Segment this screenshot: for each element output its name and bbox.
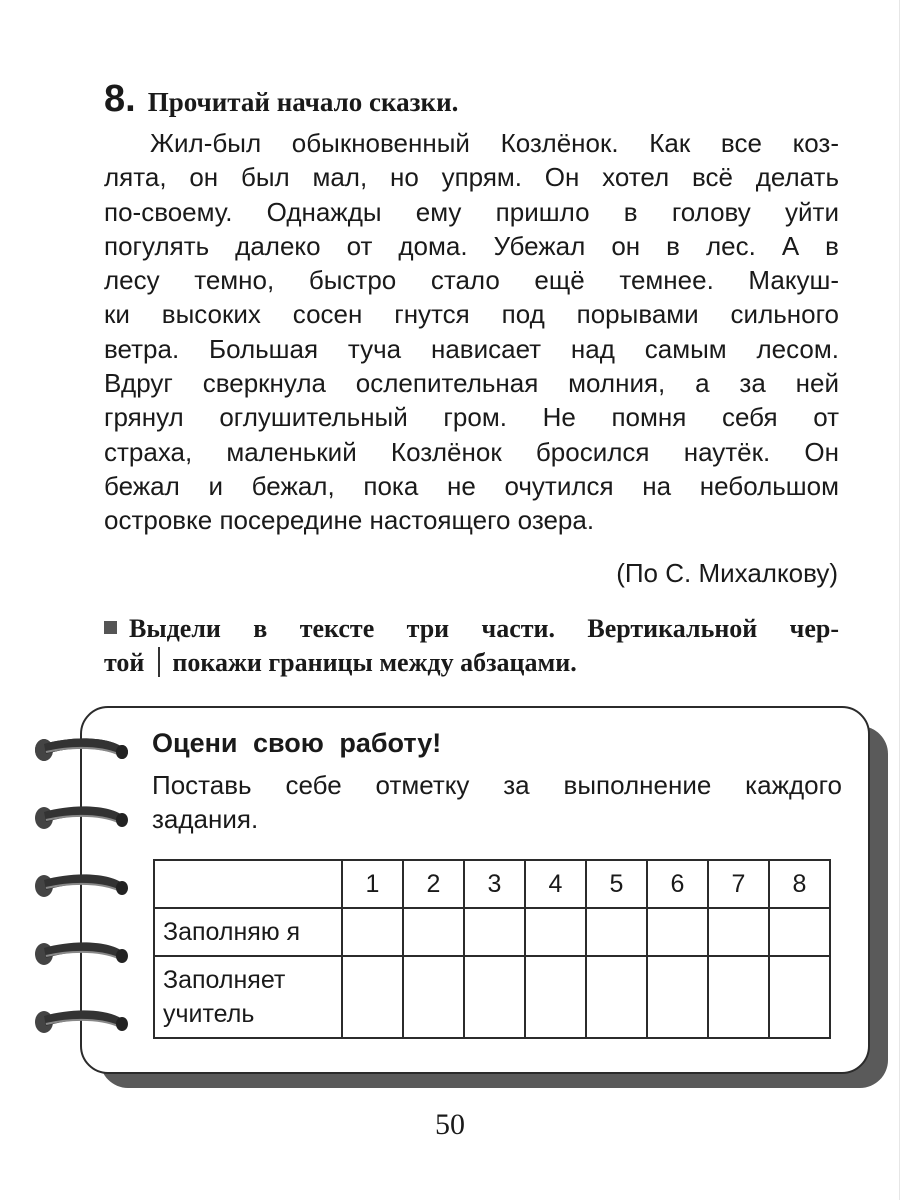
grade-cell[interactable]	[464, 956, 525, 1038]
story-line: страха, маленький Козлёнок бросился наутёк. Он	[104, 436, 839, 467]
grade-cell[interactable]	[342, 908, 403, 956]
story-line: погулять далеко от дома. Убежал он в лес. А в	[104, 230, 839, 261]
story-line: ветра. Большая туча нависает над самым лесом.	[104, 333, 839, 364]
table-corner-cell	[154, 860, 342, 908]
story-line: ки высоких сосен гнутся под порывами сильного	[104, 299, 839, 330]
row-label-teacher-line: учитель	[163, 1000, 255, 1028]
grade-cell[interactable]	[708, 908, 769, 956]
story-line: островке посередине настоящего озера.	[104, 505, 595, 536]
grade-cell[interactable]	[769, 956, 830, 1038]
grade-cell[interactable]	[586, 956, 647, 1038]
table-row-teacher	[154, 956, 830, 1038]
column-header: 3	[464, 860, 525, 908]
grade-cell[interactable]	[525, 956, 586, 1038]
table-header-row	[154, 860, 830, 908]
column-header: 7	[708, 860, 769, 908]
story-line: лесу темно, быстро стало ещё темнее. Макуш-	[104, 265, 839, 296]
instruction-line	[104, 612, 839, 646]
task-title: Прочитай начало сказки.	[147, 87, 459, 117]
story-text	[104, 126, 839, 538]
instruction-line-1: Выдели в тексте три части. Вертикальной чер-	[129, 614, 839, 643]
self-check-title: Оцени свою работу!	[152, 728, 442, 758]
instruction-line-2-after: покажи границы между абзацами.	[172, 648, 577, 677]
row-label-self: Заполняю я	[154, 908, 342, 956]
column-header: 5	[586, 860, 647, 908]
column-header: 4	[525, 860, 586, 908]
grade-cell[interactable]	[708, 956, 769, 1038]
self-check-text-line: Поставь себе отметку за выполнение каждого	[152, 770, 842, 800]
grade-cell[interactable]	[403, 908, 464, 956]
column-header: 1	[342, 860, 403, 908]
grade-table	[153, 859, 831, 1039]
column-header: 2	[403, 860, 464, 908]
column-header: 8	[769, 860, 830, 908]
grade-cell[interactable]	[769, 908, 830, 956]
grade-cell[interactable]	[525, 908, 586, 956]
instruction-line	[104, 646, 839, 680]
story-line: лята, он был мал, но упрям. Он хотел всё делать	[104, 162, 839, 193]
self-check-text	[152, 768, 842, 836]
bullet-square-icon	[104, 621, 117, 634]
story-line: грянул оглушительный гром. Не помня себя от	[104, 402, 839, 433]
story-line: Жил-был обыкновенный Козлёнок. Как все коз-	[150, 128, 839, 158]
grade-cell[interactable]	[647, 908, 708, 956]
row-label-teacher-line: Заполняет	[163, 966, 286, 994]
grade-cell[interactable]	[586, 908, 647, 956]
task-number: 8.	[104, 78, 136, 120]
story-line: по-своему. Однажды ему пришло в голову уйти	[104, 196, 839, 227]
notebook-rings-icon	[32, 738, 132, 1048]
task-header	[104, 78, 458, 128]
grade-cell[interactable]	[647, 956, 708, 1038]
self-check-text-line: задания.	[152, 804, 259, 834]
story-author: (По С. Михалкову)	[616, 558, 838, 588]
instruction	[104, 612, 839, 680]
grade-cell[interactable]	[342, 956, 403, 1038]
column-header: 6	[647, 860, 708, 908]
table-row-self	[154, 908, 830, 956]
story-line: бежал и бежал, пока не очутился на небольшом	[104, 470, 839, 501]
grade-cell[interactable]	[403, 956, 464, 1038]
story-line: Вдруг сверкнула ослепительная молния, а за ней	[104, 368, 839, 399]
row-label-teacher	[154, 956, 342, 1038]
grade-cell[interactable]	[464, 908, 525, 956]
page-number: 50	[435, 1108, 465, 1141]
vertical-bar-icon	[158, 647, 160, 677]
instruction-line-2-before: той	[104, 648, 145, 677]
